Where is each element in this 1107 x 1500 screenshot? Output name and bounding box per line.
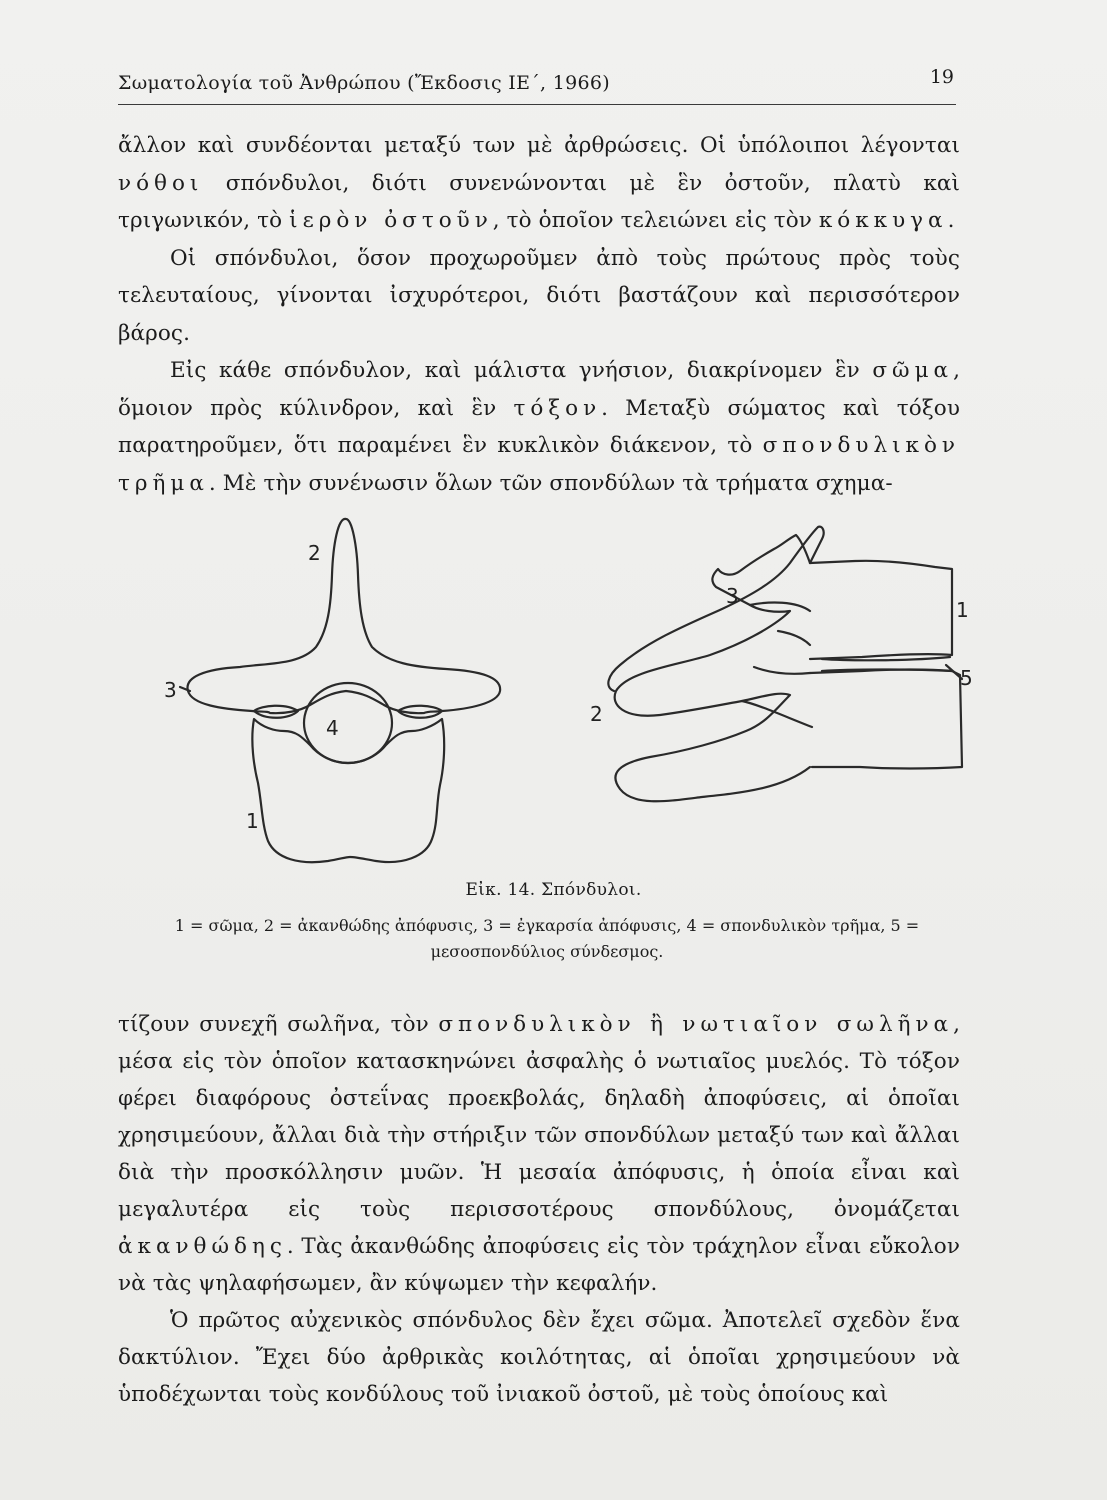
text-segment: . Τὰς ἀκανθώδης ἀποφύσεις εἰς τὸν τράχηλον εἶναι εὔκολον νὰ τὰς ψηλαφήσωμεν, ἂν κύψωμεν τὴν κεφαλήν. [118, 1234, 960, 1296]
body-text-top [118, 127, 960, 502]
text-segment: , ὅμοιον πρὸς κύλινδρον, καὶ ἓν [118, 358, 960, 421]
running-title: Σωματολογία τοῦ Ἀνθρώπου (Ἔκδοσις ΙΕ΄, 1966) [118, 72, 610, 94]
spaced-term: ἱερὸν ὀστοῦν [289, 208, 493, 233]
label-transverse: 3 [164, 678, 177, 702]
label-foramen: 4 [326, 716, 339, 740]
text-segment: Εἰς κάθε σπόνδυλον, καὶ μάλιστα γνήσιον, διακρίνομεν ἓν [170, 358, 873, 383]
figure-caption-legend: 1 = σῶμα, 2 = ἀκανθώδης ἀπόφυσις, 3 = ἐγκαρσία ἀπόφυσις, 4 = σπονδυλικὸν τρῆμα, 5 = μεσοσπονδύλιος σύνδεσμος. [174, 916, 920, 961]
text-segment: , τὸ ὁποῖον τελειώνει εἰς τὸν [492, 208, 819, 233]
label-side-body: 1 [956, 598, 969, 622]
spaced-term: σῶμα [872, 358, 954, 383]
figure-caption-title: Εἰκ. 14. Σπόνδυλοι. [465, 880, 642, 900]
label-side-spinous: 2 [590, 702, 603, 726]
spaced-term: νόθοι [118, 170, 204, 196]
processes-outline [615, 535, 810, 801]
vertebra-side-view [608, 527, 962, 802]
spaced-term: ἀκανθώδης [118, 1234, 287, 1259]
label-spinous: 2 [308, 541, 321, 565]
page-number: 19 [929, 66, 954, 88]
vertebra-drawing [150, 505, 980, 875]
label-side-transverse: 3 [726, 584, 739, 608]
text-segment: Ὁ πρῶτος αὐχενικὸς σπόνδυλος δὲν ἔχει σῶμα. Ἀποτελεῖ σχεδὸν ἕνα δακτύλιον. Ἔχει δύο ἀρθρικὰς κοιλότητας, αἱ ὁποῖαι χρησιμεύουν νὰ ὑποδέχωνται τοὺς κονδύλους τοῦ ἰνιακοῦ ὀστοῦ, μὲ τοὺς ὁποίους καὶ [118, 1308, 960, 1407]
spaced-term: κόκκυγα [818, 208, 948, 233]
spaced-term: σπονδυλικὸν τρῆμα [118, 433, 960, 496]
vertebra-figure [150, 505, 980, 875]
spaced-term: τόξον [513, 395, 602, 421]
label-side-disc: 5 [960, 666, 973, 690]
vertebral-foramen [304, 683, 392, 763]
spaced-term: σπονδυλικὸν ἢ νωτιαῖον σωλῆνα [438, 1012, 954, 1037]
vertebral-body-outline [252, 719, 444, 862]
text-segment: . Μὲ τὴν συνένωσιν ὅλων τῶν σπονδύλων τὰ τρήματα σχημα- [208, 470, 893, 496]
body-text-bottom [118, 1006, 960, 1413]
text-segment: Οἱ σπόνδυλοι, ὅσον προχωροῦμεν ἀπὸ τοὺς πρώτους πρὸς τοὺς τελευταίους, γίνονται ἰσχυρότεροι, διότι βαστάζουν καὶ περισσότερον βάρος. [118, 245, 960, 346]
text-segment: . [947, 208, 955, 233]
lower-body-outline [810, 670, 962, 769]
upper-body-outline [810, 561, 952, 659]
label-body: 1 [246, 809, 259, 833]
text-segment: τίζουν συνεχῆ σωλῆνα, τὸν [118, 1012, 439, 1037]
upper-spine-outline [608, 527, 823, 691]
running-header [118, 64, 956, 105]
text-segment: . Μεταξὺ σώματος καὶ τόξου παρατηροῦμεν, ὅτι παραμένει ἓν κυκλικὸν διάκενον, τὸ [118, 395, 960, 458]
vertebra-top-view [180, 519, 500, 862]
text-segment: , μέσα εἰς τὸν ὁποῖον κατασκηνώνει ἀσφαλὴς ὁ νωτιαῖος μυελός. Τὸ τόξον φέρει διαφόρους ὀστεΐνας προεκβολάς, δηλαδὴ ἀποφύσεις, αἱ ὁποῖαι χρησιμεύουν, ἄλλαι διὰ τὴν στήριξιν τῶν σπονδύλων μεταξύ των καὶ ἄλλαι διὰ τὴν προσκόλλησιν μυῶν. Ἡ μεσαία ἀπόφυσις, ἡ ὁποία εἶναι καὶ μεγαλυτέρα εἰς τοὺς περισσοτέρους σπονδύλους, ὀνομάζεται [118, 1012, 960, 1222]
text-segment: σπόνδυλοι, διότι συνενώνονται μὲ ἓν ὀστοῦν, πλατὺ καὶ τριγωνικόν, τὸ [118, 170, 960, 233]
text-segment: ἄλλον καὶ συνδέονται μεταξύ των μὲ ἀρθρώσεις. Οἱ ὑπόλοιποι λέγονται [118, 133, 960, 158]
